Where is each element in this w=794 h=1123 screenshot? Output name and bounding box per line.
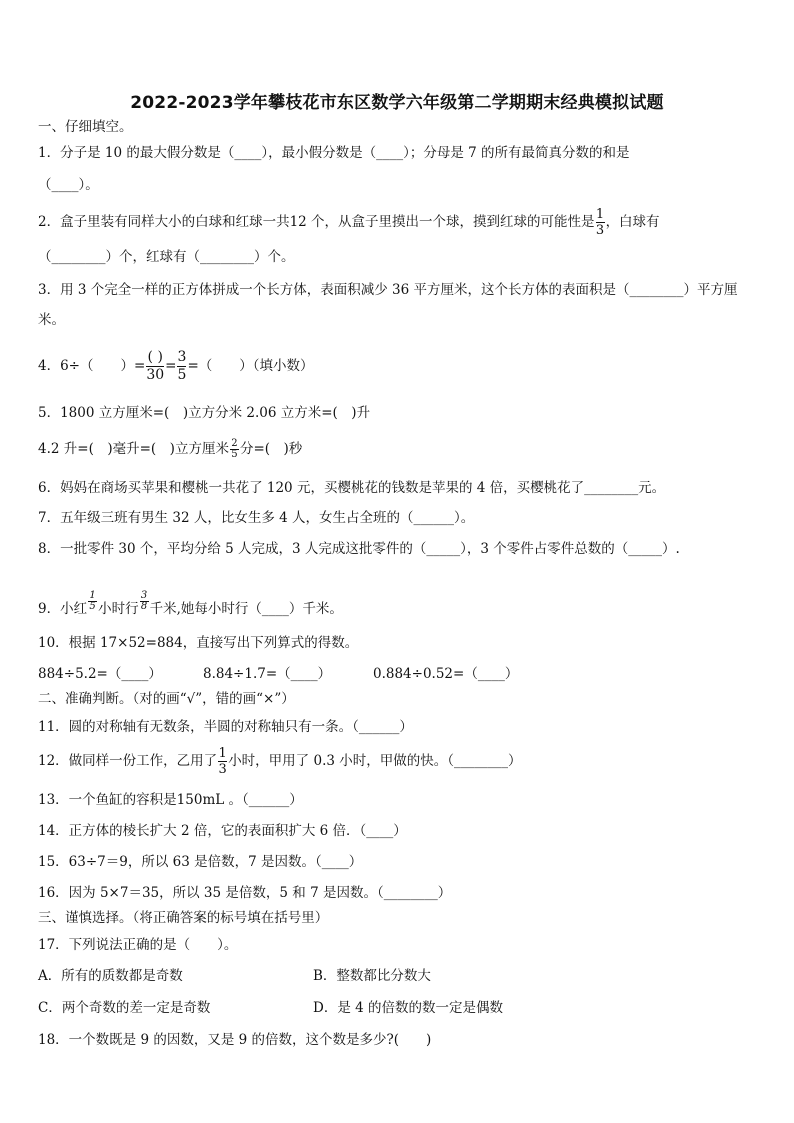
fraction-denominator: 3 bbox=[218, 761, 227, 777]
question-12-text-b: 小时，甲用了 0.3 小时，甲做的快。（________） bbox=[228, 753, 522, 769]
question-5-line-1: 5．1800 立方厘米=( )立方分米 2.06 立方米=( )升 bbox=[38, 405, 371, 421]
question-16: 16．因为 5×7＝35，所以 35 是倍数，5 和 7 是因数。（________） bbox=[38, 885, 452, 901]
question-4-fraction-1 bbox=[146, 349, 164, 384]
question-1-line-1: 1．分子是 10 的最大假分数是（____），最小假分数是（____）；分母是 7 的所有最简真分数的和是 bbox=[38, 145, 630, 161]
question-5-text-a: 4.2 升=( )毫升=( )立方厘米 bbox=[38, 441, 229, 457]
question-10-calc-3: 0.884÷0.52=（____） bbox=[373, 666, 519, 682]
fraction-denominator: 5 bbox=[177, 366, 187, 383]
question-11: 11．圆的对称轴有无数条，半圆的对称轴只有一条。（______） bbox=[38, 719, 413, 735]
question-10-calc-1: 884÷5.2=（____） bbox=[38, 666, 162, 682]
question-4-equals: = bbox=[165, 358, 177, 374]
fraction-numerator: 2 bbox=[231, 437, 238, 449]
question-17-option-d: D．是 4 的倍数的数一定是偶数 bbox=[313, 1000, 503, 1016]
fraction-denominator: 8 bbox=[140, 601, 148, 612]
question-9-fraction-1 bbox=[88, 591, 97, 612]
section-heading-judge: 二、准确判断。（对的画“√”，错的画“×”） bbox=[38, 691, 295, 707]
section-heading-choice: 三、谨慎选择。（将正确答案的标号填在括号里） bbox=[38, 910, 329, 926]
question-13: 13．一个鱼缸的容积是150mL 。（______） bbox=[38, 792, 303, 808]
question-9-fraction-2 bbox=[140, 591, 149, 612]
fraction-numerator: 1 bbox=[218, 745, 227, 761]
question-12-fraction bbox=[218, 746, 227, 777]
question-14: 14．正方体的棱长扩大 2 倍，它的表面积扩大 6 倍．（____） bbox=[38, 823, 407, 839]
question-17-option-b: B．整数都比分数大 bbox=[313, 968, 431, 984]
question-10-line-1: 10．根据 17×52=884，直接写出下列算式的得数。 bbox=[38, 635, 359, 651]
question-12-text-a: 12．做同样一份工作，乙用了 bbox=[38, 753, 218, 769]
question-3-line-1: 3．用 3 个完全一样的正方体拼成一个长方体，表面积减少 36 平方厘米，这个长方体的表面积是（________）平方厘 bbox=[38, 282, 738, 298]
question-2-fraction bbox=[596, 207, 605, 238]
question-9-text-b: 小时行 bbox=[98, 601, 139, 617]
question-7: 7．五年级三班有男生 32 人，比女生多 4 人，女生占全班的（______）。 bbox=[38, 510, 475, 526]
page-title: 2022-2023学年攀枝花市东区数学六年级第二学期期末经典模拟试题 bbox=[130, 93, 664, 113]
fraction-denominator: 30 bbox=[146, 366, 165, 383]
question-18: 18．一个数既是 9 的因数，又是 9 的倍数，这个数是多少?( ) bbox=[38, 1032, 432, 1048]
question-15: 15．63÷7＝9，所以 63 是倍数，7 是因数。（____） bbox=[38, 854, 363, 870]
fraction-numerator: 1 bbox=[595, 206, 605, 222]
fraction-denominator: 3 bbox=[595, 222, 605, 238]
question-8: 8．一批零件 30 个，平均分给 5 人完成，3 人完成这批零件的（_____），3 个零件占零件总数的（_____）. bbox=[38, 541, 680, 557]
fraction-numerator: ( ) bbox=[147, 348, 163, 365]
question-4 bbox=[38, 346, 314, 386]
question-1-line-2: （____）。 bbox=[38, 177, 99, 193]
question-10-calc-2: 8.84÷1.7=（____） bbox=[203, 666, 332, 682]
fraction-numerator: 1 bbox=[89, 590, 96, 601]
question-2-text-a: 2．盒子里装有同样大小的白球和红球一共12 个，从盒子里摸出一个球，摸到红球的可能性是 bbox=[38, 214, 595, 230]
question-3-line-2: 米。 bbox=[38, 312, 65, 328]
question-17-option-c: C．两个奇数的差一定是奇数 bbox=[38, 1000, 211, 1016]
question-2-line-1 bbox=[38, 204, 660, 240]
question-4-fraction-2 bbox=[177, 349, 186, 384]
fraction-numerator: 3 bbox=[177, 348, 187, 365]
question-17-stem: 17．下列说法正确的是（ ）。 bbox=[38, 937, 238, 953]
question-17-option-a: A．所有的质数都是奇数 bbox=[38, 968, 183, 984]
fraction-denominator: 5 bbox=[231, 448, 238, 460]
question-4-text-b: =（ ）（填小数） bbox=[187, 358, 314, 374]
fraction-numerator: 3 bbox=[140, 590, 148, 601]
question-2-line-2: （________）个，红球有（________）个。 bbox=[38, 249, 295, 265]
question-5-text-b: 分=( )秒 bbox=[239, 441, 303, 457]
fraction-denominator: 5 bbox=[89, 601, 96, 612]
question-5-line-2 bbox=[38, 434, 302, 464]
question-6: 6．妈妈在商场买苹果和樱桃一共花了 120 元，买樱桃花的钱数是苹果的 4 倍，买樱桃花了________元。 bbox=[38, 480, 666, 496]
section-heading-fill: 一、仔细填空。 bbox=[38, 119, 133, 135]
question-9-text-c: 千米,她每小时行（____）千米。 bbox=[149, 601, 343, 617]
question-2-text-b: ，白球有 bbox=[605, 214, 660, 230]
question-12 bbox=[38, 742, 522, 780]
question-9 bbox=[38, 574, 343, 618]
question-4-text-a: 4．6÷（ ）= bbox=[38, 358, 146, 374]
question-5-fraction bbox=[230, 439, 239, 460]
question-9-text-a: 9．小红 bbox=[38, 601, 88, 617]
